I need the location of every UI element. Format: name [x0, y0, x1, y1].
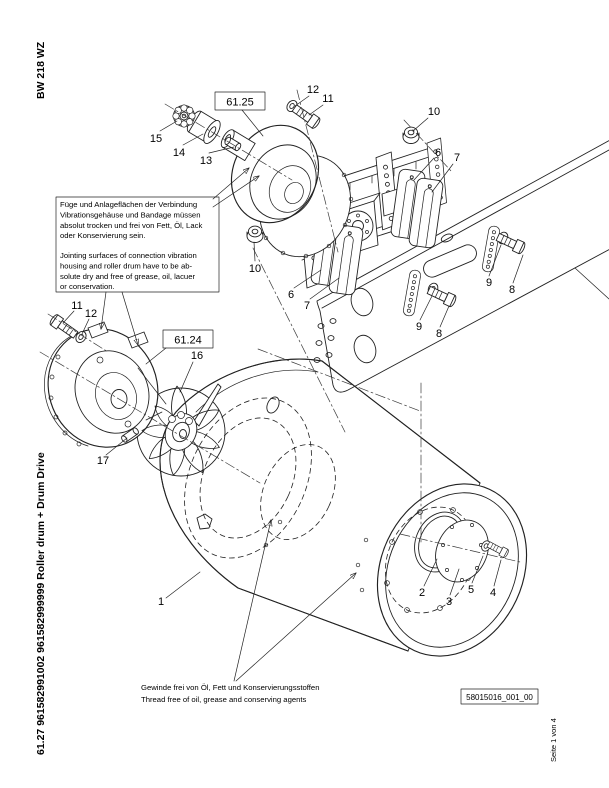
callout-9: 9 — [485, 277, 493, 289]
drive-housing — [30, 312, 175, 464]
page-indicator: Seite 1 von 4 — [549, 718, 558, 762]
shim-pack-upper — [390, 169, 443, 249]
ref-label-6125: 61.25 — [226, 96, 254, 109]
callout-6: 6 — [287, 289, 295, 301]
callout-5: 5 — [467, 584, 475, 596]
housing-lug — [128, 332, 148, 348]
callout-6: 6 — [434, 147, 442, 159]
ref-label-6124: 61.24 — [174, 334, 202, 347]
callout-15: 15 — [149, 133, 163, 145]
callout-11: 11 — [71, 300, 83, 312]
callout-7: 7 — [303, 300, 311, 312]
callout-10: 10 — [427, 106, 441, 118]
assembly-title: 61.27 961582991002 961582999999 Roller drum + Drum Drive — [35, 452, 47, 755]
callout-17: 17 — [96, 455, 110, 467]
note-line: Füge und Anlageflächen der Verbindung — [60, 200, 198, 209]
drawing-number: 58015016_001_00 — [466, 693, 533, 702]
nut-10 — [247, 226, 263, 242]
callout-2: 2 — [418, 587, 426, 599]
model-label: BW 218 WZ — [35, 41, 47, 99]
callout-13: 13 — [199, 155, 213, 167]
callout-8: 8 — [508, 284, 516, 296]
callout-10: 10 — [248, 263, 262, 275]
thread-note-de: Gewinde frei von Öl, Fett und Konservierungsstoffen — [141, 683, 320, 692]
ref-6125 — [215, 92, 265, 136]
note-line: housing and roller drum have to be ab- — [60, 261, 193, 271]
callout-14: 14 — [172, 147, 186, 159]
thread-note-en: Thread free of oil, grease and conserving agents — [141, 695, 307, 704]
drawing-number-box — [461, 689, 538, 704]
roller-drum — [157, 359, 554, 681]
callout-1: 1 — [157, 596, 165, 608]
callout-12: 12 — [306, 84, 320, 96]
callout-12: 12 — [84, 308, 98, 320]
note-line: oder Konservierung sein. — [60, 231, 146, 241]
note-line: solute dry and free of grease, oil, lacuer — [60, 271, 196, 281]
note-line: Jointing surfaces of connection vibration — [60, 251, 197, 260]
note-line: absolut trocken und frei von Fett, Öl, Lack — [60, 220, 203, 230]
callout-16: 16 — [190, 350, 204, 362]
callout-4: 4 — [489, 587, 497, 599]
callout-8: 8 — [435, 328, 443, 340]
thread-note — [141, 520, 356, 704]
callout-3: 3 — [445, 596, 453, 608]
callout-9: 9 — [415, 321, 423, 333]
callout-11: 11 — [322, 93, 334, 105]
coupling-star — [173, 105, 195, 127]
callout-7: 7 — [453, 152, 461, 164]
note-line: or conservation. — [60, 282, 115, 292]
note-line: Vibrationsgehäuse und Bandage müssen — [60, 210, 201, 220]
nut-10 — [403, 127, 419, 143]
